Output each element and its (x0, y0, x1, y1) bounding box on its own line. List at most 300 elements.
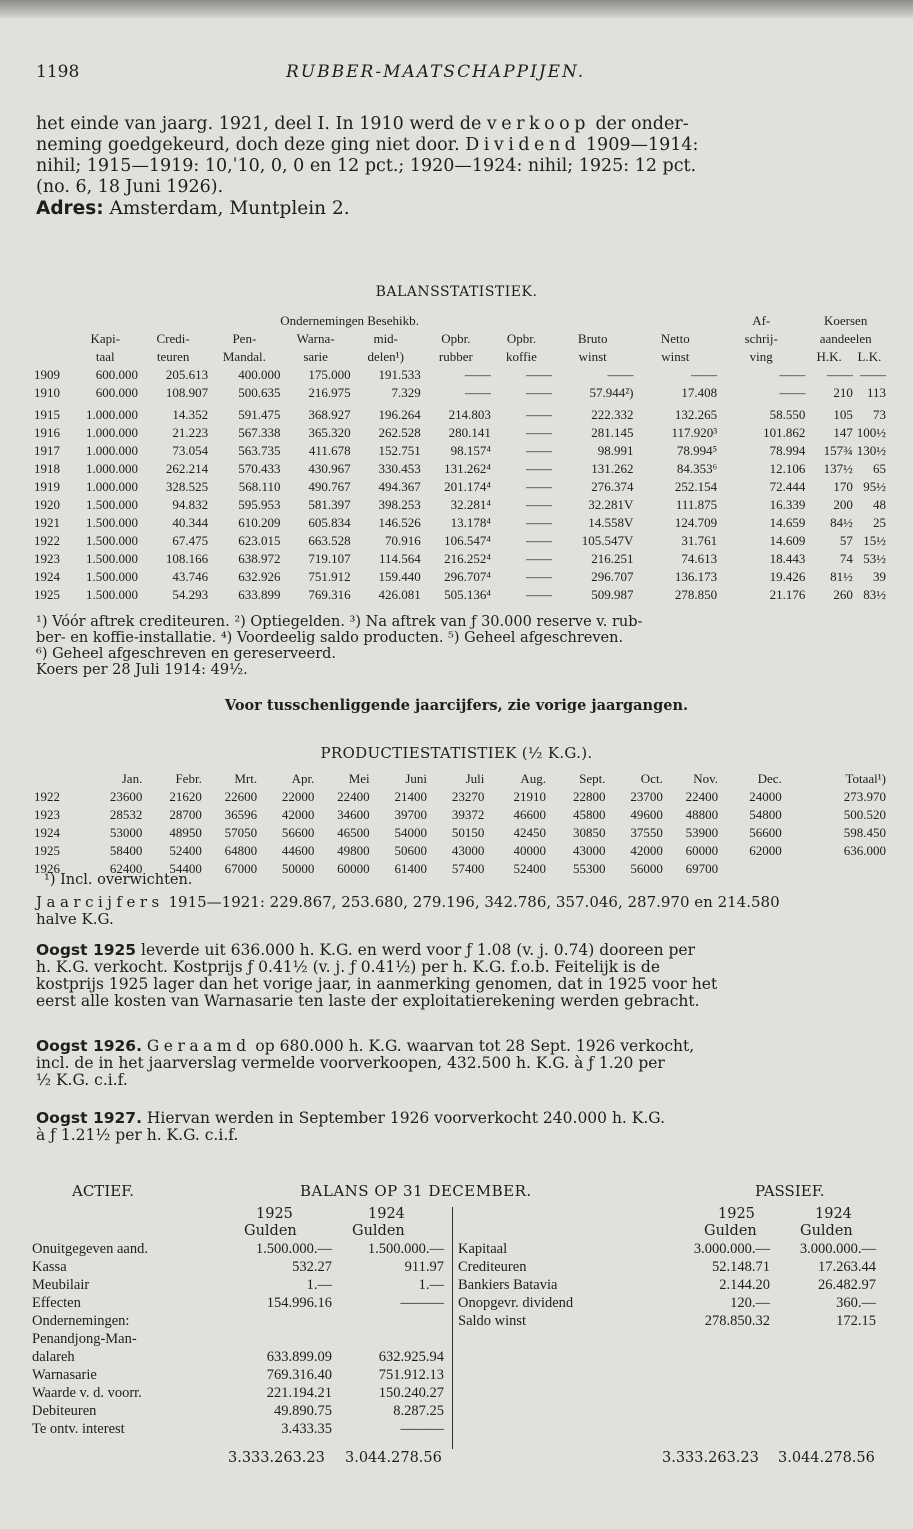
balance-row (32, 1258, 444, 1276)
balance-value-1924: 911.97 (404, 1258, 444, 1275)
intro-paragraph: het einde van jaarg. 1921, deel I. In 1910 werd de verkoop der onder- neming goedgekeurd, doch deze ging niet door. Dividend 1909—1914: nihil; 1915—1919: 10,ˈ10, 0, 0 en 12 pct.; 1920—1924: nihil; 1925: 12 pct. (no. 6, 18 Juni 1926). Adres: Amsterdam, Muntplein 2. (36, 114, 699, 219)
value-cell: 280.141 (448, 425, 491, 440)
value-cell: 48950 (169, 825, 202, 840)
table-row (34, 586, 886, 604)
header-cell: H.K. (816, 349, 842, 364)
value-cell: 108.907 (165, 385, 209, 400)
value-cell: 368.927 (308, 407, 351, 422)
value-cell: 1.500.000 (86, 569, 139, 584)
value-cell: 1.000.000 (86, 407, 139, 422)
value-cell: 505.136⁴ (444, 587, 491, 602)
balance-value-1924: 360.— (836, 1294, 876, 1311)
balance-label: dalareh (32, 1348, 75, 1365)
balance-label: Ondernemingen: (32, 1312, 130, 1329)
month-header: Febr. (175, 771, 202, 786)
balance-label: Penandjong-Man- (32, 1330, 137, 1347)
productie-stat-footnote: ¹) Incl. overwichten. (44, 872, 193, 888)
header-cell: Pen- (232, 331, 257, 346)
month-header: Aug. (520, 771, 546, 786)
balance-value-1925: 221.194.21 (266, 1384, 332, 1401)
header-cell: Credi- (156, 331, 190, 346)
actief-year-1924: 1924 (368, 1206, 405, 1222)
value-cell: —— (464, 367, 491, 382)
month-header: Mei (348, 771, 370, 786)
value-cell: 426.081 (378, 587, 421, 602)
actief-unit-1925: Gulden (244, 1223, 297, 1239)
value-cell: 39 (873, 569, 886, 584)
table-row (34, 788, 886, 806)
passief-table (458, 1240, 876, 1330)
value-cell: —— (526, 533, 552, 548)
value-cell: 22400 (685, 789, 719, 804)
value-cell: —— (526, 407, 552, 422)
year-cell: 1921 (34, 515, 60, 530)
value-cell: 57400 (451, 861, 485, 876)
balance-value-1925: 2.144.20 (719, 1276, 770, 1293)
value-cell: 591.475 (238, 407, 281, 422)
value-cell: 595.953 (238, 497, 281, 512)
balance-value-1925: 1.— (306, 1276, 332, 1293)
value-cell: 21910 (513, 789, 546, 804)
month-header: Jan. (121, 771, 143, 786)
value-cell: 19.426 (769, 569, 806, 584)
value-cell: 54800 (749, 807, 782, 822)
actief-total-1924: 3.044.278.56 (345, 1450, 442, 1466)
header-cell: Af- (752, 313, 771, 328)
table-row (34, 442, 886, 460)
value-cell: 21620 (169, 789, 202, 804)
value-cell: 124.709 (674, 515, 718, 530)
year-cell: 1920 (34, 497, 60, 512)
value-cell: 600.000 (95, 385, 139, 400)
value-cell: 101.862 (763, 425, 806, 440)
balance-label: Debiteuren (32, 1402, 97, 1419)
value-cell: 600.000 (95, 367, 139, 382)
value-cell: 43000 (572, 843, 606, 858)
value-cell: 73 (873, 407, 886, 422)
balance-value-1925 (228, 1330, 332, 1348)
value-cell: 14.352 (172, 407, 209, 422)
passief-label: PASSIEF. (755, 1182, 825, 1200)
balance-value-1924: 8.287.25 (393, 1402, 444, 1419)
value-cell: —— (526, 569, 552, 584)
balance-value-1924: 172.15 (836, 1312, 876, 1329)
value-cell: 210 (833, 385, 853, 400)
value-cell (718, 860, 782, 878)
value-cell: 216.251 (591, 551, 634, 566)
table-row (34, 478, 886, 496)
header-cell (491, 312, 717, 330)
value-cell: 1.500.000 (86, 551, 139, 566)
value-cell: 39372 (451, 807, 485, 822)
value-cell: 147 (833, 425, 853, 440)
actief-year-1925: 1925 (256, 1206, 293, 1222)
value-cell: 67.475 (172, 533, 209, 548)
value-cell: 94.832 (172, 497, 209, 512)
header-cell: mid- (373, 331, 399, 346)
value-cell: 278.850 (674, 587, 718, 602)
value-cell: 55300 (572, 861, 606, 876)
value-cell: 54000 (394, 825, 428, 840)
value-cell: 330.453 (378, 461, 421, 476)
value-cell: 37550 (630, 825, 663, 840)
balance-row (458, 1312, 876, 1330)
balance-row (32, 1420, 444, 1438)
value-cell: 74 (839, 551, 853, 566)
balance-label: Warnasarie (32, 1366, 97, 1383)
balance-row (458, 1258, 876, 1276)
value-cell: 22000 (281, 789, 315, 804)
value-cell: 28532 (109, 807, 143, 822)
balance-row (32, 1240, 444, 1258)
balance-value-1924: 17.263.44 (818, 1258, 876, 1275)
value-cell: 48800 (685, 807, 719, 822)
header-cell: ving (749, 349, 773, 364)
balance-row (458, 1276, 876, 1294)
balans-stat-table (34, 312, 886, 604)
balance-label: Kapitaal (458, 1240, 508, 1257)
oogst-1927-paragraph: Oogst 1927. Hiervan werden in September 1926 voorverkocht 240.000 h. K.G. à ƒ 1.21½ per h. K.G. c.i.f. (36, 1109, 666, 1144)
value-cell: 53900 (685, 825, 719, 840)
balance-value-1925: 532.27 (292, 1258, 332, 1275)
value-cell: 131.262 (591, 461, 634, 476)
month-header: Dec. (757, 771, 782, 786)
month-header: Juni (405, 771, 428, 786)
value-cell: 18.443 (769, 551, 806, 566)
value-cell: 7.329 (391, 385, 421, 400)
year-cell: 1915 (34, 407, 60, 422)
value-cell: 56000 (630, 861, 663, 876)
header-cell (34, 312, 208, 330)
balance-value-1925: 633.899.09 (266, 1348, 332, 1365)
value-cell: 636.000 (843, 843, 886, 858)
year-cell: 1916 (34, 425, 60, 440)
value-cell: 159.440 (378, 569, 421, 584)
actief-table (32, 1240, 444, 1438)
header-cell: Opbr. (506, 331, 537, 346)
header-cell: winst (661, 349, 690, 364)
value-cell: 1.500.000 (86, 533, 139, 548)
value-cell: —— (526, 497, 552, 512)
value-cell: 22400 (337, 789, 370, 804)
value-cell: 78.994 (769, 443, 806, 458)
value-cell: —— (526, 479, 552, 494)
value-cell: 12.106 (769, 461, 806, 476)
value-cell: 49600 (630, 807, 663, 822)
value-cell (782, 860, 886, 878)
passief-total-1925: 3.333.263.23 (662, 1450, 759, 1466)
value-cell: 70.916 (385, 533, 421, 548)
value-cell: 567.338 (238, 425, 281, 440)
value-cell: 57.944²) (589, 385, 634, 400)
value-cell: 105.547V (581, 533, 634, 548)
value-cell: 1.500.000 (86, 587, 139, 602)
header-cell: teuren (156, 349, 190, 364)
value-cell: —— (691, 367, 718, 382)
table-row (34, 366, 886, 384)
value-cell: 191.533 (378, 367, 421, 382)
table-header-row (34, 770, 886, 788)
running-title: RUBBER-MAATSCHAPPIJEN. (286, 62, 586, 82)
value-cell: 296.707⁴ (444, 569, 491, 584)
value-cell: 39700 (394, 807, 428, 822)
value-cell: 31.761 (681, 533, 718, 548)
value-cell: 14.609 (769, 533, 806, 548)
value-cell: 260 (833, 587, 853, 602)
value-cell: 40000 (513, 843, 546, 858)
header-cell: rubber (438, 349, 473, 364)
value-cell: 570.433 (238, 461, 281, 476)
value-cell: 25 (873, 515, 886, 530)
balance-value-1924 (332, 1330, 444, 1348)
value-cell: 137½ (823, 461, 853, 476)
year-cell: 1909 (34, 367, 60, 382)
value-cell: 17.408 (681, 385, 718, 400)
value-cell: 21.176 (769, 587, 806, 602)
balance-value-1924: 3.000.000.— (799, 1240, 876, 1257)
value-cell: 605.834 (308, 515, 351, 530)
value-cell: 216.252⁴ (444, 551, 491, 566)
month-header: Apr. (291, 771, 315, 786)
header-cell: Ondernemingen Besehikb. (280, 313, 419, 328)
value-cell: 23270 (451, 789, 485, 804)
value-cell: 21.223 (172, 425, 209, 440)
value-cell: 50600 (394, 843, 428, 858)
actief-unit-1924: Gulden (352, 1223, 405, 1239)
value-cell: 64800 (224, 843, 258, 858)
header-cell: koffie (506, 349, 537, 364)
value-cell: —— (526, 587, 552, 602)
balance-value-1925: 3.433.35 (281, 1420, 332, 1437)
value-cell: 494.367 (378, 479, 421, 494)
value-cell: 216.975 (308, 385, 351, 400)
oogst-1926-paragraph: Oogst 1926. Geraamd op 680.000 h. K.G. waarvan tot 28 Sept. 1926 verkocht, incl. de in het jaarverslag vermelde voorverkoopen, 432.500 h. K.G. à ƒ 1.20 per ½ K.G. c.i.f. (36, 1037, 695, 1089)
value-cell: 398.253 (378, 497, 421, 512)
value-cell: 365.320 (308, 425, 351, 440)
month-header: Totaal¹) (845, 771, 886, 786)
balance-value-1925: 3.000.000.— (693, 1240, 770, 1257)
value-cell: 42000 (281, 807, 315, 822)
year-cell: 1925 (34, 843, 60, 858)
value-cell: 15½ (863, 533, 886, 548)
value-cell: 214.803 (448, 407, 491, 422)
value-cell: 131.262⁴ (444, 461, 491, 476)
value-cell: 57 (839, 533, 853, 548)
value-cell: 500.635 (238, 385, 281, 400)
productie-stat-table (34, 770, 886, 878)
table-row (34, 532, 886, 550)
value-cell: 117.920³ (671, 425, 718, 440)
value-cell: 42450 (513, 825, 546, 840)
adres-label: Adres: (36, 198, 104, 219)
value-cell: 32.281V (588, 497, 634, 512)
balance-value-1924: 26.482.97 (818, 1276, 876, 1293)
value-cell: —— (526, 461, 552, 476)
header-cell: Mandal. (222, 349, 266, 364)
value-cell: —— (607, 367, 634, 382)
year-cell: 1925 (34, 587, 60, 602)
year-cell: 1924 (34, 825, 60, 840)
value-cell: 296.707 (591, 569, 634, 584)
header-cell: Bruto (577, 331, 608, 346)
value-cell: 146.526 (378, 515, 421, 530)
value-cell: 114.564 (379, 551, 421, 566)
value-cell: —— (826, 367, 853, 382)
value-cell: 61400 (394, 861, 428, 876)
value-cell: —— (779, 367, 806, 382)
value-cell: 52400 (169, 843, 202, 858)
table-row (34, 406, 886, 424)
value-cell: 610.209 (238, 515, 281, 530)
year-cell: 1910 (34, 385, 60, 400)
value-cell: 73.054 (172, 443, 209, 458)
passief-year-1925: 1925 (718, 1206, 755, 1222)
balance-value-1924: 1.— (418, 1276, 444, 1293)
value-cell: —— (779, 385, 806, 400)
balance-value-1925: 278.850.32 (704, 1312, 770, 1329)
balance-row (32, 1402, 444, 1420)
value-cell: 67000 (224, 861, 258, 876)
value-cell: 509.987 (591, 587, 634, 602)
value-cell: 84.353⁶ (676, 461, 718, 476)
passief-unit-1925: Gulden (704, 1223, 757, 1239)
oogst-1925-paragraph: Oogst 1925 leverde uit 636.000 h. K.G. en werd voor ƒ 1.08 (v. j. 0.74) dooreen per h. K.G. verkocht. Kostprijs ƒ 0.41½ (v. j. ƒ 0.41½) per h. K.G. f.o.b. Feitelijk is de kostprijs 1925 lager dan het vorige jaar, in aanmerking genomen, dat in 1925 voor het eerst alle kosten van Warnasarie ten laste der exploitatierekening werden gebracht. (36, 941, 718, 1010)
value-cell: 490.767 (308, 479, 351, 494)
value-cell: 98.157⁴ (450, 443, 491, 458)
balance-value-1925: 49.890.75 (274, 1402, 332, 1419)
value-cell: 57050 (224, 825, 258, 840)
table-header-row (34, 348, 886, 366)
value-cell: 23600 (109, 789, 143, 804)
value-cell: 14.558V (588, 515, 634, 530)
jaarcijfers-paragraph: Jaarcijfers 1915—1921: 229.867, 253.680, 279.196, 342.786, 357.046, 287.970 en 214.580 halve K.G. (36, 893, 780, 928)
value-cell: 281.145 (591, 425, 634, 440)
value-cell: 751.912 (308, 569, 351, 584)
balans-stat-footnotes: ¹) Vóór aftrek crediteuren. ²) Optiegelden. ³) Na aftrek van ƒ 30.000 reserve v. rub- ber- en koffie-installatie. ⁴) Voordeelig saldo producten. ⁵) Geheel afgeschreven. ⁶) Geheel afgeschreven en gereserveerd. Koers per 28 Juli 1914: 49½. (36, 614, 643, 678)
month-header: Oct. (640, 771, 663, 786)
value-cell: 81½ (830, 569, 853, 584)
month-header: Sept. (579, 771, 606, 786)
value-cell: 48 (873, 497, 886, 512)
year-cell: 1922 (34, 533, 60, 548)
value-cell: 44600 (281, 843, 315, 858)
value-cell: 411.678 (308, 443, 351, 458)
value-cell: 74.613 (681, 551, 718, 566)
balance-row (32, 1384, 444, 1402)
header-cell: delen¹) (367, 349, 404, 364)
value-cell: 1.500.000 (86, 515, 139, 530)
value-cell: 54.293 (172, 587, 209, 602)
value-cell: 16.339 (769, 497, 806, 512)
value-cell: 262.528 (378, 425, 421, 440)
value-cell: 50150 (451, 825, 485, 840)
balance-value-1925: 769.316.40 (266, 1366, 332, 1383)
value-cell: 24000 (749, 789, 782, 804)
value-cell: 563.735 (238, 443, 281, 458)
value-cell: 111.875 (675, 497, 718, 512)
value-cell: 222.332 (591, 407, 634, 422)
balans-stat-title: BALANSSTATISTIEK. (375, 284, 538, 300)
value-cell: 60000 (685, 843, 719, 858)
year-cell: 1922 (34, 789, 60, 804)
value-cell: 84½ (830, 515, 853, 530)
balance-label: Waarde v. d. voorr. (32, 1384, 142, 1401)
value-cell: 638.972 (238, 551, 281, 566)
value-cell: —— (526, 367, 552, 382)
header-cell: sarie (303, 349, 328, 364)
year-cell: 1924 (34, 569, 60, 584)
value-cell: 105 (833, 407, 853, 422)
balance-label: Kassa (32, 1258, 67, 1275)
value-cell: 108.166 (165, 551, 209, 566)
balance-label: Onuitgegeven aand. (32, 1240, 148, 1257)
value-cell: 273.970 (843, 789, 886, 804)
balance-value-1924: 632.925.94 (378, 1348, 444, 1365)
year-cell: 1926 (34, 861, 60, 876)
value-cell: 106.547⁴ (444, 533, 491, 548)
year-cell: 1918 (34, 461, 60, 476)
table-row (34, 460, 886, 478)
value-cell: 21400 (394, 789, 428, 804)
value-cell: 14.659 (769, 515, 806, 530)
value-cell: 1.000.000 (86, 425, 139, 440)
table-row (34, 550, 886, 568)
jaargangen-note: Voor tusschenliggende jaarcijfers, zie vorige jaargangen. (224, 697, 689, 714)
value-cell: 95½ (863, 479, 886, 494)
value-cell: 196.264 (378, 407, 421, 422)
balance-row (32, 1348, 444, 1366)
balance-row (32, 1330, 444, 1348)
balance-value-1924: ——— (400, 1294, 444, 1311)
value-cell: 42000 (630, 843, 663, 858)
value-cell: 56600 (281, 825, 315, 840)
productie-stat-title: PRODUCTIESTATISTIEK (½ K.G.). (320, 744, 593, 762)
value-cell: 598.450 (843, 825, 886, 840)
month-header (34, 770, 81, 788)
balance-label: Saldo winst (458, 1312, 527, 1329)
balance-row (458, 1240, 876, 1258)
value-cell: —— (860, 367, 886, 382)
value-cell: 113 (866, 385, 886, 400)
value-cell: 56600 (749, 825, 782, 840)
table-header-row (34, 312, 886, 330)
header-cell: Warna- (296, 331, 335, 346)
value-cell: 1.000.000 (86, 461, 139, 476)
header-cell: taal (95, 349, 115, 364)
table-row (34, 824, 886, 842)
value-cell: 69700 (685, 861, 719, 876)
value-cell: 98.991 (597, 443, 634, 458)
header-cell: Opbr. (441, 331, 471, 346)
value-cell: 400.000 (238, 367, 281, 382)
value-cell: 1.000.000 (86, 443, 139, 458)
value-cell: 22600 (224, 789, 258, 804)
value-cell: 52400 (513, 861, 546, 876)
value-cell: 46600 (513, 807, 546, 822)
scan-top-edge (0, 0, 913, 18)
value-cell: —— (526, 515, 552, 530)
header-cell: Kapi- (90, 331, 121, 346)
value-cell: 262.214 (165, 461, 209, 476)
value-cell: 276.374 (591, 479, 634, 494)
value-cell: 54400 (169, 861, 202, 876)
value-cell: 62400 (109, 861, 143, 876)
header-cell: winst (578, 349, 607, 364)
value-cell: 170 (833, 479, 853, 494)
value-cell: 152.751 (378, 443, 421, 458)
value-cell: 175.000 (308, 367, 351, 382)
value-cell: 205.613 (165, 367, 209, 382)
